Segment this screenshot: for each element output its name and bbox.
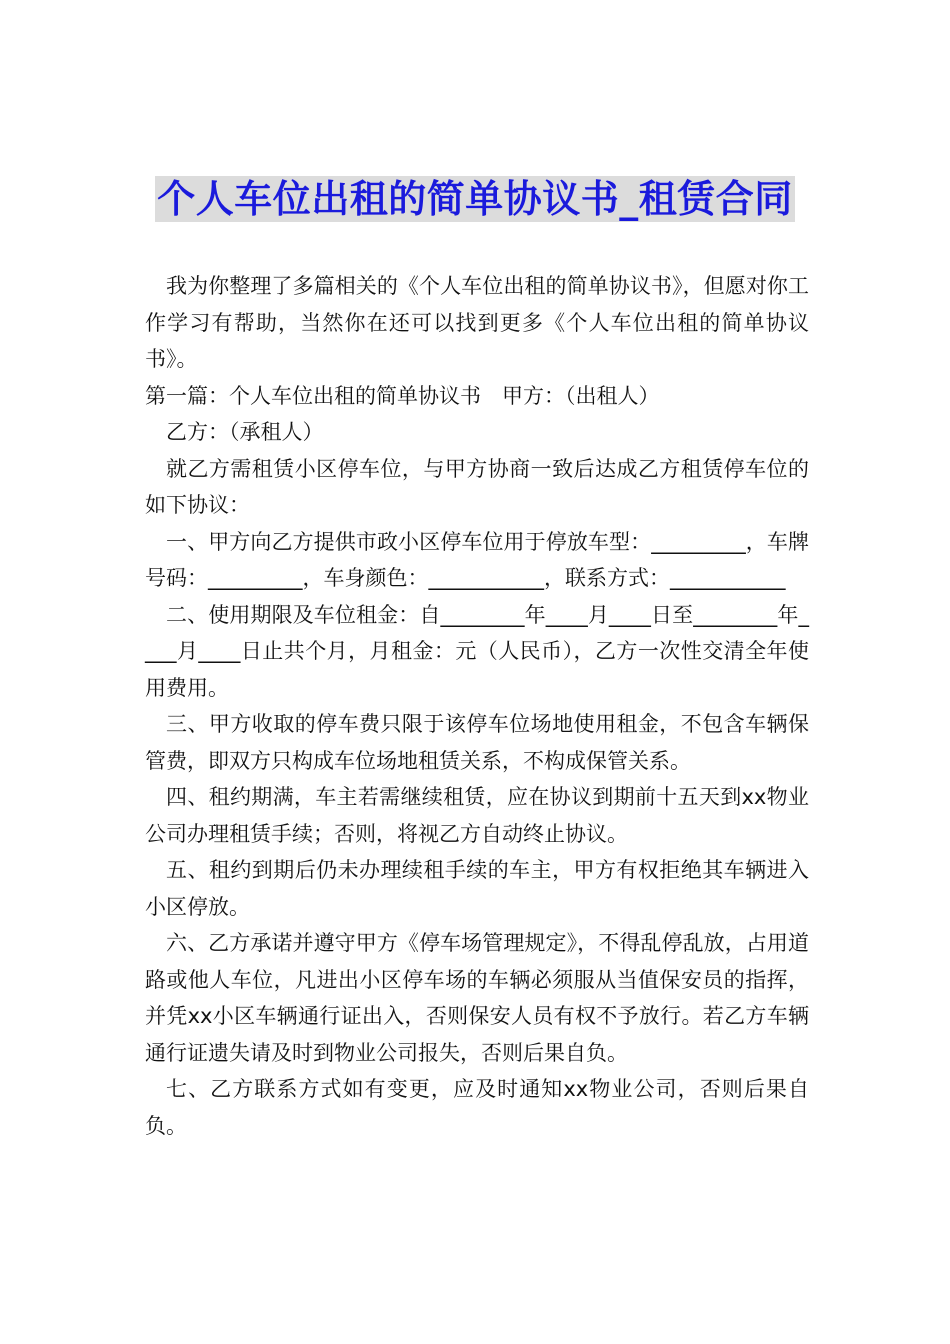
intro-paragraph: 我为你整理了多篇相关的《个人车位出租的简单协议书》，但愿对你工作学习有帮助，当然你在还可以找到更多《个人车位出租的简单协议书》。 (145, 274, 809, 371)
document-title: 个人车位出租的简单协议书_租赁合同 (157, 177, 793, 221)
section-heading-paragraph: 第一篇：个人车位出租的简单协议书 甲方：（出租人） (145, 383, 660, 408)
agreement-preamble-paragraph: 就乙方需租赁小区停车位，与甲方协商一致后达成乙方租赁停车位的如下协议： (145, 456, 809, 517)
clause-3-paragraph: 三、甲方收取的停车费只限于该停车位场地使用租金，不包含车辆保管费，即双方只构成车位场地租赁关系，不构成保管关系。 (145, 712, 809, 773)
clause-4-paragraph: 四、租约期满，车主若需继续租赁，应在协议到期前十五天到xx物业公司办理租赁手续；否则，将视乙方自动终止协议。 (145, 785, 809, 846)
clause-2-paragraph: 二、使用期限及车位租金：自________年____月____日至________年____月____日止共个月，月租金：元（人民币），乙方一次性交清全年使用费用。 (145, 602, 809, 700)
clause-6-paragraph: 六、乙方承诺并遵守甲方《停车场管理规定》，不得乱停乱放，占用道路或他人车位，凡进出小区停车场的车辆必须服从当值保安员的指挥，并凭xx小区车辆通行证出入，否则保安人员有权不予放行。若乙方车辆通行证遗失请及时到物业公司报失，否则后果自负。 (145, 931, 809, 1065)
title-container (0, 176, 950, 222)
clause-1-paragraph: 一、甲方向乙方提供市政小区停车位用于停放车型：_________，车牌号码：_________，车身颜色：___________，联系方式：___________ (145, 529, 809, 590)
clause-5-paragraph: 五、租约到期后仍未办理续租手续的车主，甲方有权拒绝其车辆进入小区停放。 (145, 858, 809, 919)
party-b-paragraph: 乙方：（承租人） (166, 420, 324, 444)
clause-7-paragraph: 七、乙方联系方式如有变更，应及时通知xx物业公司，否则后果自负。 (145, 1077, 809, 1138)
document-body (145, 268, 809, 1144)
